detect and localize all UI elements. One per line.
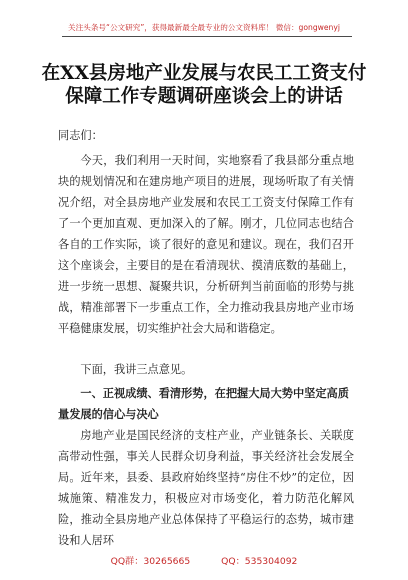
title-line-1: 在XX县房地产业发展与农民工工资支付: [41, 63, 367, 84]
header-divider: [62, 36, 352, 37]
document-title: [30, 62, 378, 108]
section-heading-1: 一、正视成绩、看清形势，在把握大局大势中坚定高质量发展的信心与决心: [58, 387, 349, 421]
page-header-note: 关注头条号“公文研究”，获得最新最全最专业的公文资料库！ 微信：gongwenyj: [68, 23, 340, 32]
paragraph-section-1: 房地产业是国民经济的支柱产业，产业链条长、关联度高带动性强，事关人民群众切身利益，事关经济社会发展全局。近年来，县委、县政府始终坚持“房住不炒”的定位，因城施策、精准发力，积极应对市场变化，着力防范化解风险，推动全县房地产业总体保持了平稳运行的态势，城市建设和人居环: [58, 429, 354, 547]
title-line-2: 保障工作专题调研座谈会上的讲话: [65, 86, 343, 107]
footer-qq-group: QQ群：30265665: [110, 556, 191, 567]
salutation: 同志们：: [58, 129, 103, 142]
footer-qq: QQ：535304092: [221, 556, 298, 567]
page-footer: [0, 553, 408, 567]
paragraph-intro: 今天，我们利用一天时间，实地察看了我县部分重点地块的规划情况和在建房地产项目的进展，现场听取了有关情况介绍，对全县房地产业发展和农民工工资支付保障工作有了一个更加直观、更加深入的了解。刚才，几位同志也结合各自的工作实际，谈了很好的意见和建议。现在，我们召开这个座谈会，主要目的是在看清现状、摸清底数的基础上，进一步统一思想、凝聚共识，分析研判当前面临的形势与挑战，精准部署下一步重点工作，全力推动我县房地产业市场平稳健康发展，切实维护社会大局和谐稳定。: [58, 154, 354, 335]
paragraph-transition: 下面，我讲三点意见。: [80, 363, 193, 376]
